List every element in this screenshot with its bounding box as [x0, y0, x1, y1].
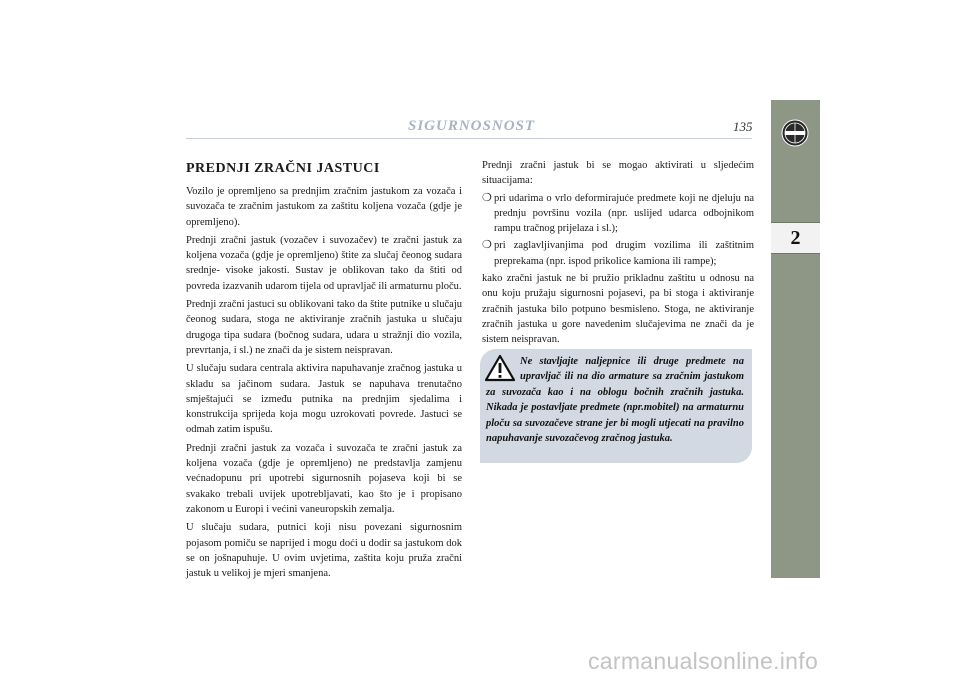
- intro-paragraph: Prednji zračni jastuk bi se mogao aktivirati u sljedećim situacijama:: [482, 160, 754, 187]
- warning-text: Ne stavljajte naljepnice ili druge predmete na upravljač ili na dio armature sa zračnim jastukom za suvozača kao i na oblogu bočnih zračnih jastuka. Nikada je postavljate predmete (npr.mobitel) na armaturnu ploču sa suvozačeve strane jer bi mogli utjecati na pravilno napuhavanje suvozačevog zračnog jastuka.: [486, 356, 744, 445]
- paragraph: Prednji zračni jastuk (vozačev i suvozačev) te zračni jastuk za koljena vozača (gdje je opremljeno) štite za slučaj čeonog sudara srednje- visoke jakosti. Sustav je oblikovan tako da štiti od povreda izazvanih udarom tijela od upravljač ili armaturnu ploču.: [186, 234, 462, 292]
- list-item-text: pri zaglavljivanjima pod drugim vozilima ili zaštitnim preprekama (npr. ispod prikolice kamiona ili rampe);: [494, 240, 754, 267]
- list-item: [482, 191, 754, 237]
- watermark: carmanualsonline.info: [588, 648, 819, 674]
- list-item-text: pri udarima o vrlo deformirajuće predmete koji ne djeluju na prednju površinu vozila (npr. uslijed udarca odbojnikom rampu tračnog prijelaza i sl.);: [494, 192, 754, 235]
- paragraph: U slučaju sudara, putnici koji nisu povezani sigurnosnim pojasom pomiču se naprijed i mogu doći u dodir sa jastukom dok se on jošnapuhuje. U ovim uvjetima, zaštita koju pruža zračni jastuk u velikoj je mjeri smanjena.: [186, 522, 462, 580]
- closing-paragraph: kako zračni jastuk ne bi pružio prikladnu zaštitu u odnosu na onu koju pružaju sigurnosni pojasevi, pa bi stoga i aktiviranje zračnih jastuka bilo potpuno besmisleno. Stoga, ne aktiviranje zračnih jastuka u gore navedenim slučajevima ne znači da je sistem neispravan.: [482, 273, 754, 346]
- paragraph: U slučaju sudara centrala aktivira napuhavanje zračnog jastuka u skladu sa jačinom sudara. Jastuk se napuhava trenutačno smještajući se između putnika na prednjim sjedalima i konstrukcija sprijeda koja mogu uzrokovati povrede. Jastuci se odmah zatim ispušu.: [186, 363, 462, 436]
- paragraph: Vozilo je opremljeno sa prednjim zračnim jastukom za vozača i suvozača te zračnim jastukom za zaštitu koljena vozača (gdje je opremljeno).: [186, 186, 462, 228]
- paragraph: Prednji zračni jastuk za vozača i suvozača te zračni jastuk za koljena vozača (gdje je opremljeno) ne predstavlja zamjenu većnadopunu pri upotrebi sigurnosnih pojaseva koji bi se svakako trebali uvijek upotrebljavati, kao što je i propisano zakonom u Europi i većini vaneuropskih zemalja.: [186, 442, 462, 515]
- warning-text-block: [486, 354, 744, 446]
- warning-box: [480, 349, 752, 463]
- list-item: [482, 238, 754, 269]
- left-column: [186, 160, 462, 584]
- chapter-tab[interactable]: [771, 222, 820, 254]
- bullet-circle-icon: ❍: [482, 191, 492, 204]
- bullet-circle-icon: ❍: [482, 239, 492, 252]
- chapter-side-bar: [771, 100, 820, 578]
- paragraph: Prednji zračni jastuci su oblikovani tako da štite putnike u slučaju čeonog sudara, stoga ne aktiviranje zračnih jastuka u slučaju drugoga tipa sudara (bočnog sudara, udara u stražnji dio vozila, prevrtanja, i sl.) ne znači da je sistem neispravan.: [186, 299, 462, 356]
- chapter-number: 2: [790, 226, 801, 249]
- right-column: [482, 158, 754, 350]
- page-title: PREDNJI ZRAČNI JASTUCI: [186, 161, 380, 176]
- section-title: SIGURNOSNOST: [408, 118, 536, 134]
- brand-logo-icon: [781, 119, 809, 147]
- header-divider: [186, 138, 752, 139]
- page-number: 135: [733, 119, 753, 134]
